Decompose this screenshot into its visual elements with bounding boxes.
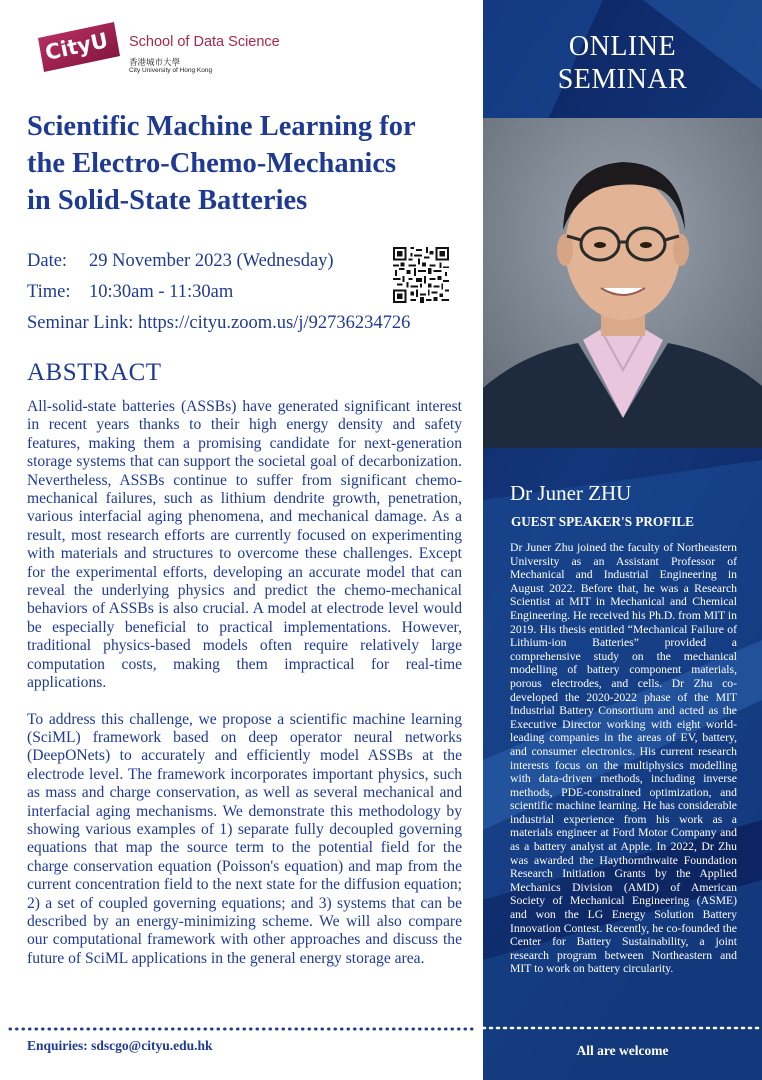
speaker-bio: Dr Juner Zhu joined the faculty of Northeastern University as an Assistant Professor of Mechanical and Industrial Engineering in August 2022. Before that, he was a Research Scientist at MIT in Mechanical and Chemical Engineering. He received his Ph.D. from MIT in 2019. His thesis entitled “Mechanical Failure of Lithium-ion Batteries” provided a comprehensive study on the mechanical modelling of battery component materials, porous electrodes, and cells. Dr Zhu co-developed the 2020-2022 phase of the MIT Industrial Battery Consortium and acted as the Executive Director working with eight world-leading companies in the areas of EV, battery, and consumer electronics. His current research interests focus on the multiphysics modelling with data-driven methods, including inverse methods, PDE-constrained optimization, and scientific machine learning. He has considerable industrial experience from his work as a materials engineer at Ford Motor Company and as a battery analyst at Apple. In 2022, Dr Zhu was awarded the Haythornthwaite Foundation Research Initiation Grants by the Applied Mechanics Division (AMD) of American Society of Mechanical Engineering (ASME) and won the LG Energy Solution Battery Innovation Contest. Recently, he co-founded the Center for Battery Sustainability, a joint research program between Northeastern and MIT to work on battery circularity. (510, 541, 737, 976)
date-label: Date: (27, 251, 68, 271)
university-name-english: City University of Hong Kong (129, 67, 213, 74)
school-name: School of Data Science (129, 34, 280, 50)
logo-word: CityU (43, 28, 111, 65)
title-line: the Electro-Chemo-Mechanics (27, 148, 397, 179)
link-label: Seminar Link: (27, 313, 134, 333)
welcome-note: All are welcome (576, 1043, 669, 1058)
seminar-type-line2: SEMINAR (557, 64, 688, 95)
cityu-logo-mark-icon (34, 22, 122, 74)
abstract-paragraph: All-solid-state batteries (ASSBs) have generated significant interest in recent years thanks to their high energy density and safety features, making them a promising candidate for next-generation storage systems that can support the societal goal of decarbonization. Nevertheless, ASSBs continue to suffer from significant chemo-mechanical failures, such as lithium dendrite growth, penetration, various interfacial aging phenomena, and mechanical damage. As a result, most research efforts are currently focused on experimenting with materials and structures to overcome these challenges. Except for the experimental efforts, developing an accurate model that can reveal the underlying physics and predict the chemo-mechanical behaviors of ASSBs is also crucial. A model at electrode level would be especially beneficial to practical implementations. However, traditional physics-based models often require relatively large computation costs, making them impractical for real-time applications. (27, 398, 462, 692)
speaker-photo (483, 118, 762, 448)
time-label: Time: (27, 282, 71, 302)
title-line: in Solid-State Batteries (27, 185, 308, 216)
seminar-title (27, 108, 497, 219)
seminar-link[interactable]: https://cityu.zoom.us/j/92736234726 (137, 313, 411, 333)
seminar-type-line1: ONLINE (568, 31, 677, 62)
seminar-type (483, 30, 762, 96)
time-row (27, 282, 233, 303)
university-name-chinese: 香港城市大學 (129, 58, 181, 68)
date-row (27, 251, 334, 272)
speaker-name: Dr Juner ZHU (510, 481, 632, 505)
qr-code-icon[interactable] (393, 247, 449, 303)
date-value: 29 November 2023 (Wednesday) (89, 251, 334, 271)
link-row (27, 313, 410, 334)
enquiries-contact[interactable]: Enquiries: sdscgo@cityu.edu.hk (27, 1038, 213, 1053)
speaker-panel (483, 0, 762, 1080)
time-value: 10:30am - 11:30am (89, 282, 234, 302)
dotted-divider (8, 1025, 478, 1033)
cityu-logo (34, 22, 280, 82)
profile-heading: GUEST SPEAKER'S PROFILE (511, 514, 694, 529)
abstract-body (27, 398, 462, 986)
abstract-heading: ABSTRACT (27, 359, 162, 386)
abstract-paragraph: To address this challenge, we propose a scientific machine learning (SciML) framework based on deep operator neural networks (DeepONets) to accurately and efficiently model ASSBs at the electrode level. The framework incorporates important physics, such as mass and charge conservation, as well as several mechanical and interfacial aging mechanisms. We demonstrate this methodology by showing various examples of 1) separate fully decoupled governing equations that map the source term to the potential field for the charge conservation equation (Poisson's equation) and map from the current concentration field to the next state for the diffusion equation; 2) a set of coupled governing equations; and 3) systems that can be described by an energy-minimizing scheme. We will also compare our computational framework with other approaches and discuss the future of SciML applications in the general energy storage area. (27, 710, 462, 967)
title-line: Scientific Machine Learning for (27, 111, 416, 142)
